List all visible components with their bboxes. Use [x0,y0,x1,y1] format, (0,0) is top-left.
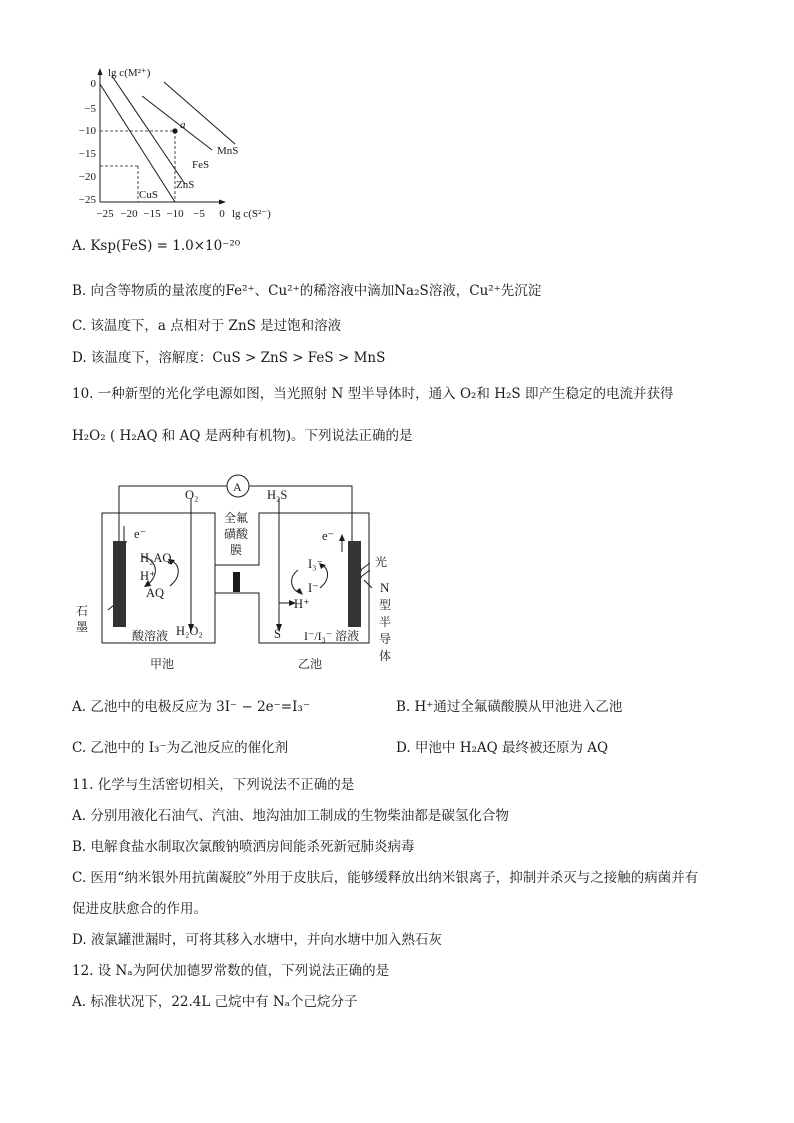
membrane-label-3: 膜 [230,543,243,557]
q9-option-a: A. Ksp(FeS) = 1.0×10⁻²⁰ [72,238,241,254]
hplus-right-label: H⁺ [294,597,310,611]
q11-option-b: B. 电解食盐水制取次氯酸钠喷洒房间能杀死新冠肺炎病毒 [72,839,415,855]
q10-option-a: A. 乙池中的电极反应为 3I⁻ − 2e⁻=I₃⁻ [72,699,310,715]
q10-option-c: C. 乙池中的 I₃⁻为乙池反应的催化剂 [72,740,289,756]
y-tick: −5 [84,103,96,115]
q11-stem: 11. 化学与生活密切相关，下列说法不正确的是 [72,777,355,793]
n-type-semiconductor-electrode [348,541,361,627]
left-electron-label: e⁻ [134,527,147,541]
zns-label: ZnS [176,179,195,191]
x-tick: 0 [219,208,225,220]
h2aq-label: H₂AQ [140,551,172,565]
point-a [172,128,177,133]
x-tick: −10 [166,208,184,220]
x-tick: −15 [143,208,161,220]
q9-option-d: D. 该温度下，溶解度：CuS > ZnS > FeS > MnS [72,350,386,366]
semiconductor-label-n: N [380,580,390,595]
photochemical-cell-diagram [72,468,412,688]
y-tick: −20 [78,171,96,183]
q10-stem-line2: H₂O₂ ( H₂AQ 和 AQ 是两种有机物)。下列说法正确的是 [72,428,413,444]
x-tick: −25 [96,208,114,220]
line-labels [139,145,238,201]
point-a-label: a [180,119,186,131]
solution-label: I⁻/I₃⁻ 溶液 [304,629,360,643]
x-axis-label: lg c(S²⁻) [232,208,271,220]
h2s-label: H₂S [267,488,288,502]
x-ticks [96,208,225,220]
membrane-label-2: 磺酸 [224,527,249,541]
graphite-electrode [113,541,126,627]
light-label: 光 [375,555,388,569]
x-tick: −20 [120,208,138,220]
semiconductor-label-3: 半 [379,615,392,629]
q9-option-b: B. 向含等物质的量浓度的Fe²⁺、Cu²⁺的稀溶液中滴加Na₂S溶液，Cu²⁺先沉淀 [72,283,542,299]
cus-line [100,84,175,202]
q10-stem-line1: 10. 一种新型的光化学电源如图，当光照射 N 型半导体时，通入 O₂和 H₂S 即产生稳定的电流并获得 [72,386,674,402]
jia-cell-label: 甲池 [150,657,175,671]
iminus-label: I⁻ [308,581,319,595]
h2o2-label: H₂O₂ [176,624,203,638]
aq-label: AQ [146,586,165,600]
semiconductor-label-4: 导 [379,632,392,646]
dashed-guides [100,131,175,202]
fes-line [142,96,212,150]
y-tick: −25 [78,194,96,206]
q11-option-c-line2: 促进皮肤愈合的作用。 [72,901,207,917]
yi-cell-label: 乙池 [298,657,323,671]
q12-stem: 12. 设 Nₐ为阿伏加德罗常数的值，下列说法正确的是 [72,963,390,979]
membrane [233,572,240,592]
x-tick: −5 [193,208,205,220]
q11-option-d: D. 液氯罐泄漏时，可将其移入水塘中，并向水塘中加入熟石灰 [72,932,442,948]
s-label: S [274,627,281,641]
ksp-lines [100,76,235,202]
q10-option-d: D. 甲池中 H₂AQ 最终被还原为 AQ [396,740,609,756]
right-electron-label: e⁻ [322,529,335,543]
semiconductor-label-2: 型 [379,598,392,612]
i3-label: I₃⁻ [308,557,324,571]
y-ticks [79,78,97,206]
y-tick: −10 [78,125,96,137]
x-axis-arrow [219,200,226,205]
graphite-label-2: 墨 [76,620,89,634]
hplus-left-label: H⁺ [140,569,156,583]
q11-option-c-line1: C. 医用“纳米银外用抗菌凝胶”外用于皮肤后，能够缓释放出纳米银离子，抑制并杀灭与之接触的病菌并有 [72,870,699,886]
y-tick: −15 [78,148,96,160]
q11-option-a: A. 分别用液化石油气、汽油、地沟油加工制成的生物柴油都是碳氢化合物 [72,808,509,824]
q10-option-b: B. H⁺通过全氟磺酸膜从甲池进入乙池 [396,699,623,715]
graphite-label-1: 石 [76,604,89,618]
o2-label: O₂ [185,488,199,502]
mns-line [164,82,235,144]
y-axis-label: lg c(M²⁺) [108,67,151,79]
membrane-label-1: 全氟 [224,511,249,525]
q9-option-c: C. 该温度下，a 点相对于 ZnS 是过饱和溶液 [72,318,342,334]
ammeter-label: A [233,480,242,494]
acid-solution-label: 酸溶液 [132,629,169,643]
cus-label: CuS [139,189,158,201]
y-tick: 0 [90,78,96,90]
solubility-graph [72,62,292,224]
q12-option-a: A. 标准状况下，22.4L 己烷中有 Nₐ个己烷分子 [72,994,358,1010]
y-axis-arrow [98,68,103,75]
mns-label: MnS [217,145,239,157]
semiconductor-label-5: 体 [379,649,392,663]
fes-label: FeS [192,159,210,171]
